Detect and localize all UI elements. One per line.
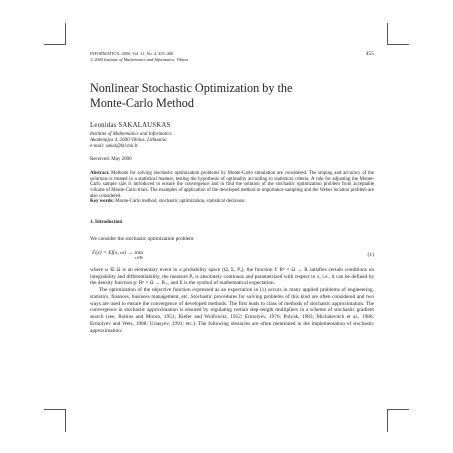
intro-sentence: We consider the stochastic optimization problem: [90, 236, 195, 243]
paragraph-where: where ω ∈ Ω is an elementary event in a probability space (Ω, Σ, Pₓ), the function f: Rⁿ × Ω → R satisfies certain conditions on integrability and differentiability, the measure Pₓ is absolutely continuos and parametrized with respect to x, i.e., it can be defined by the density function p: Rⁿ × Ω → R₊, and E is the symbol of mathematical expectation. [90, 266, 374, 287]
paper-page [90, 51, 374, 431]
paragraph-optimization: The optimization of the objective function expressed as an expectation in (1) occurs in many applied problems of engineering, statistics, finances, business management, etc. Stochastic procedures for solving problems of this kind are often considered and two ways are used to ensure the convergence of developed methods. The first leads to class of methods of stochastic approximation. The convergence in stochastic approximation is ensured by regulating certain step-length multipliers in a scheme of stochastic gradient search (see, Robins and Monro, 1951; Kiefer and Wolfowitz, 1952; Ermolyev, 1976; Polyak, 1983; Michalevitch et al., 1986; Ermolyev and Wets, 1988; Uriasyev, 1991; etc.). The following obstacles are often mentioned in the implementation of stochastic approximation: [90, 287, 374, 334]
affiliation-line-1: Institute of Mathematics and Informatics [90, 132, 172, 138]
equation-subscript: x∈Rⁿ [134, 255, 143, 260]
keywords [90, 199, 374, 205]
keywords-text: Monte-Carlo method, stochastic optimization, statistical decisions. [115, 199, 246, 205]
running-header [90, 51, 374, 62]
crop-mark [65, 410, 66, 432]
abstract [90, 171, 374, 200]
crop-mark [44, 409, 66, 410]
equation-1 [90, 250, 374, 260]
crop-mark [44, 44, 66, 45]
received-date: Received: May 2000 [90, 156, 132, 162]
journal-line-2: © 2000 Institute of Mathematics and Informatics, Vilnius [90, 56, 189, 62]
affiliation-line-2: Akademijos 4, 2600 Vilnius, Lithuania [90, 138, 167, 144]
crop-mark [65, 23, 66, 45]
affiliation [90, 132, 374, 150]
crop-mark [387, 410, 388, 432]
crop-mark [387, 23, 388, 45]
equation-number: (1) [367, 251, 374, 258]
abstract-text: Methods for solving stochastic optimization problems by Monte-Carlo simulation are considered. The stoping and accuracy of the solutions is treated in a statistical manner, testing the hypothesis of optimality according to statistical criteria. A rule for adjusting the Monte-Carlo sample size is introduced to ensure the convergence and to find the solution of the stochastic optimization problem from acceptable volume of Monte-Carlo trials. The examples of application of the developed method to importance sampling and the Weber location problem are also considered. [90, 170, 374, 199]
crop-mark [387, 409, 409, 410]
keywords-label: Key words: [90, 199, 115, 205]
title-line-1: Nonlinear Stochastic Optimization by the [90, 81, 293, 96]
author-name: Leonidas SAKALAUSKAS [90, 122, 171, 130]
equation-operator: min [134, 249, 144, 256]
crop-mark [387, 44, 409, 45]
journal-citation [90, 51, 188, 62]
journal-line-1: INFORMATICA, 2000, Vol. 11, No. 4, 455–468 [90, 51, 174, 56]
equation-body [92, 250, 143, 260]
title-line-2: Monte-Carlo Method [90, 95, 194, 110]
abstract-label: Abstract. [90, 170, 110, 176]
section-heading: 1. Introduction [90, 220, 123, 226]
affiliation-email: e-mail: sakal@ktl.mii.lt [90, 144, 138, 149]
equation-lhs: F(x) = Ef(x, ω) → [92, 249, 134, 256]
page-number: 455 [365, 51, 374, 57]
paper-title [90, 81, 374, 110]
